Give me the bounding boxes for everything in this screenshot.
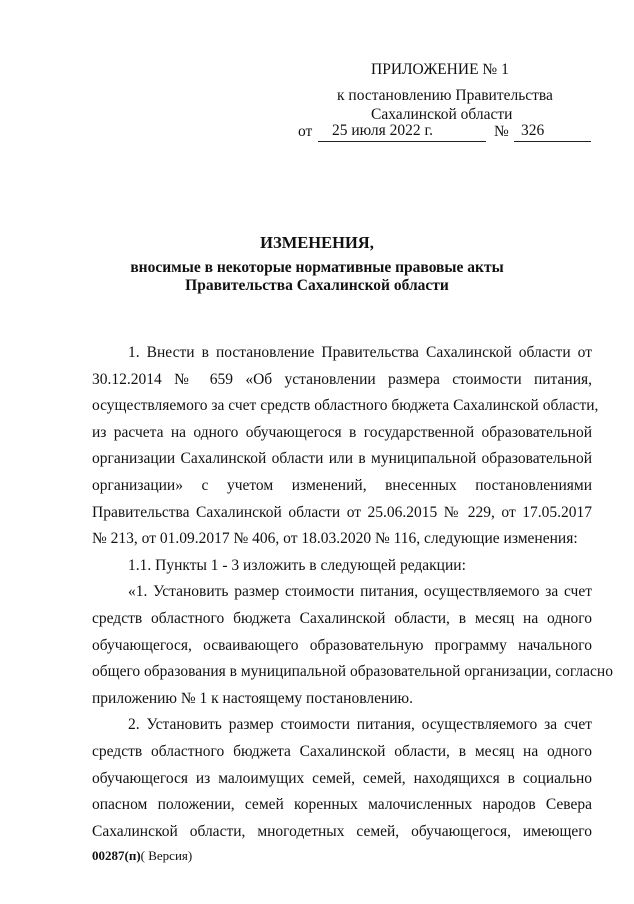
body-line: 2. Установить размер стоимости питания, осуществляемого за счет [128,716,592,734]
body-line: 30.12.2014 № 659 «Об установлении размера стоимости питания, [92,370,592,388]
body-line: Сахалинской области, многодетных семей, обучающегося, имеющего [92,822,592,840]
subtitle-line-2: Правительства Сахалинской области [185,277,449,294]
body-line: обучающегося, осваивающего образовательную программу начального [92,636,592,654]
date-underline [318,141,486,142]
body-line: опасном положении, семей коренных малочисленных народов Севера [92,796,592,814]
footer-version-label: ( Версия) [140,848,193,863]
document-body [92,340,613,845]
footer-version [92,848,192,864]
body-line: средств областного бюджета Сахалинской области, в месяц на одного [92,742,592,760]
body-line: обучающегося из малоимущих семей, семей, находящихся в социально [92,769,592,787]
body-line: «1. Установить размер стоимости питания, осуществляемого за счет [128,583,592,601]
appendix-heading: ПРИЛОЖЕНИЕ № 1 [371,61,509,78]
footer-code: 00287(п) [92,848,141,863]
body-line: осуществляемого за счет средств областного бюджета Сахалинской области, [92,397,599,415]
body-line: организации» с учетом изменений, внесенных постановлениями [92,476,592,494]
date-label: от [298,123,313,140]
resolution-number: 326 [521,122,545,139]
region-name: Сахалинской области [371,106,513,123]
body-line: организации Сахалинской области или в муниципальной образовательной [92,450,592,468]
subtitle-line-1: вносимые в некоторые нормативные правовые акты [130,259,504,276]
resolution-reference: к постановлению Правительства [337,87,553,104]
body-line: средств областного бюджета Сахалинской области, в месяц на одного [92,609,592,627]
body-line: общего образования в муниципальной образовательной организации, согласно [92,663,613,681]
body-line: № 213, от 01.09.2017 № 406, от 18.03.2020 № 116, следующие изменения: [92,530,578,548]
number-underline [514,141,591,142]
body-line: 1.1. Пункты 1 - 3 изложить в следующей редакции: [128,556,466,574]
number-label: № [494,123,509,140]
document-title: ИЗМЕНЕНИЯ, [260,233,374,252]
body-line: 1. Внести в постановление Правительства Сахалинской области от [128,344,592,361]
body-line: приложению № 1 к настоящему постановлению. [92,689,413,707]
resolution-date: 25 июля 2022 г. [332,122,433,139]
body-line: Правительства Сахалинской области от 25.06.2015 № 229, от 17.05.2017 [92,503,592,521]
body-line: из расчета на одного обучающегося в государственной образовательной [92,423,592,441]
